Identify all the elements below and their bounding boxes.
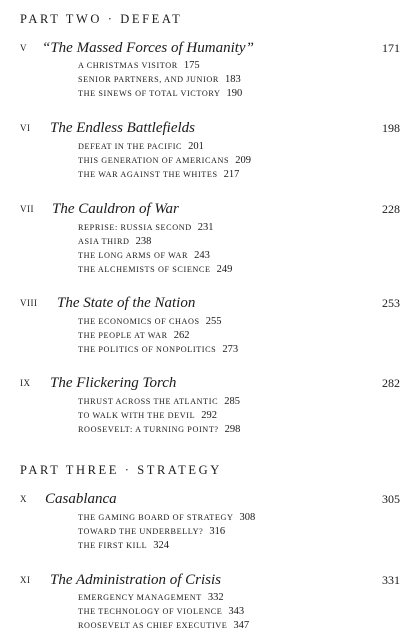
chapter-title: The Flickering Torch (50, 375, 177, 391)
subsection-page: 190 (226, 88, 243, 99)
chapter-entry (20, 375, 400, 395)
subsection-page: 183 (224, 74, 241, 85)
chapter-entry (20, 120, 400, 140)
subsection-page: 262 (173, 330, 190, 341)
chapter-page: 253 (382, 296, 400, 310)
chapter-title: The Cauldron of War (52, 201, 179, 217)
subsection-entry (78, 344, 238, 356)
subsection-entry (78, 330, 189, 342)
subsection-entry (78, 410, 217, 422)
subsection-title: THE TECHNOLOGY OF VIOLENCE (78, 607, 223, 616)
part-heading: PART THREE · STRATEGY (20, 463, 222, 477)
subsection-entry (78, 316, 221, 328)
subsection-entry (78, 512, 255, 524)
subsection-title: ROOSEVELT: A TURNING POINT? (78, 425, 219, 434)
subsection-page: 285 (224, 396, 240, 407)
subsection-title: DEFEAT IN THE PACIFIC (78, 142, 183, 151)
chapter-number: VIII (20, 298, 38, 308)
subsection-title: THE PEOPLE AT WAR (78, 331, 168, 340)
chapter-entry (20, 40, 400, 60)
subsection-title: SENIOR PARTNERS, AND JUNIOR (78, 75, 219, 84)
chapter-number: IX (20, 378, 31, 388)
subsection-page: 231 (197, 222, 214, 233)
subsection-title: REPRISE: RUSSIA SECOND (78, 223, 192, 232)
subsection-title: THE ALCHEMISTS OF SCIENCE (78, 265, 211, 274)
chapter-number: XI (20, 575, 31, 585)
subsection-entry (78, 169, 239, 181)
chapter-title: The State of the Nation (57, 295, 196, 311)
subsection-entry (78, 540, 169, 552)
subsection-entry (78, 396, 240, 408)
subsection-title: A CHRISTMAS VISITOR (78, 61, 178, 70)
subsection-title: THRUST ACROSS THE ATLANTIC (78, 397, 219, 406)
subsection-page: 332 (207, 592, 224, 603)
subsection-page: 243 (194, 250, 210, 261)
subsection-entry (78, 141, 204, 153)
subsection-entry (78, 424, 240, 436)
chapter-entry (20, 201, 400, 221)
chapter-title: Casablanca (45, 491, 117, 507)
chapter-entry (20, 491, 400, 511)
part-heading: PART TWO · DEFEAT (20, 12, 183, 26)
subsection-entry (78, 526, 225, 538)
subsection-page: 292 (201, 410, 217, 421)
chapter-entry (20, 572, 400, 592)
subsection-entry (78, 222, 214, 234)
subsection-entry (78, 60, 200, 72)
subsection-title: ASIA THIRD (78, 237, 130, 246)
subsection-title: TO WALK WITH THE DEVIL (78, 411, 196, 420)
subsection-page: 316 (209, 526, 226, 537)
subsection-page: 324 (153, 540, 169, 551)
subsection-page: 238 (135, 236, 152, 247)
chapter-title: The Administration of Crisis (50, 572, 222, 588)
subsection-page: 255 (205, 316, 222, 327)
chapter-number: VII (20, 204, 34, 214)
chapter-title: The Endless Battlefields (50, 120, 195, 136)
subsection-title: ROOSEVELT AS CHIEF EXECUTIVE (78, 621, 228, 630)
subsection-title: THIS GENERATION OF AMERICANS (78, 156, 230, 165)
subsection-entry (78, 88, 242, 100)
chapter-number: X (20, 494, 27, 504)
subsection-title: EMERGENCY MANAGEMENT (78, 593, 202, 602)
subsection-entry (78, 250, 210, 262)
subsection-entry (78, 236, 151, 248)
chapter-number: VI (20, 123, 31, 133)
subsection-entry (78, 74, 241, 86)
subsection-page: 273 (222, 344, 239, 355)
subsection-title: THE FIRST KILL (78, 541, 148, 550)
subsection-page: 217 (223, 169, 240, 180)
subsection-title: THE WAR AGAINST THE WHITES (78, 170, 218, 179)
subsection-title: THE ECONOMICS OF CHAOS (78, 317, 200, 326)
subsection-entry (78, 606, 244, 618)
subsection-page: 308 (239, 512, 256, 523)
subsection-title: THE GAMING BOARD OF STRATEGY (78, 513, 234, 522)
subsection-entry (78, 264, 232, 276)
chapter-page: 282 (382, 376, 400, 390)
chapter-entry (20, 295, 400, 315)
chapter-page: 305 (382, 492, 400, 506)
subsection-page: 343 (228, 606, 245, 617)
chapter-title: “The Massed Forces of Humanity” (42, 40, 254, 56)
subsection-page: 347 (233, 620, 250, 631)
subsection-page: 298 (224, 424, 241, 435)
subsection-page: 209 (235, 155, 251, 166)
subsection-title: THE LONG ARMS OF WAR (78, 251, 189, 260)
chapter-page: 198 (382, 121, 400, 135)
chapter-number: V (20, 43, 27, 53)
chapter-page: 331 (382, 573, 400, 587)
subsection-title: THE SINEWS OF TOTAL VICTORY (78, 89, 221, 98)
subsection-page: 201 (188, 141, 204, 152)
chapter-page: 228 (382, 202, 400, 216)
subsection-title: TOWARD THE UNDERBELLY? (78, 527, 204, 536)
chapter-page: 171 (382, 41, 400, 55)
subsection-title: THE POLITICS OF NONPOLITICS (78, 345, 217, 354)
subsection-entry (78, 155, 251, 167)
subsection-entry (78, 620, 249, 632)
subsection-entry (78, 592, 224, 604)
subsection-page: 175 (183, 60, 200, 71)
subsection-page: 249 (216, 264, 233, 275)
